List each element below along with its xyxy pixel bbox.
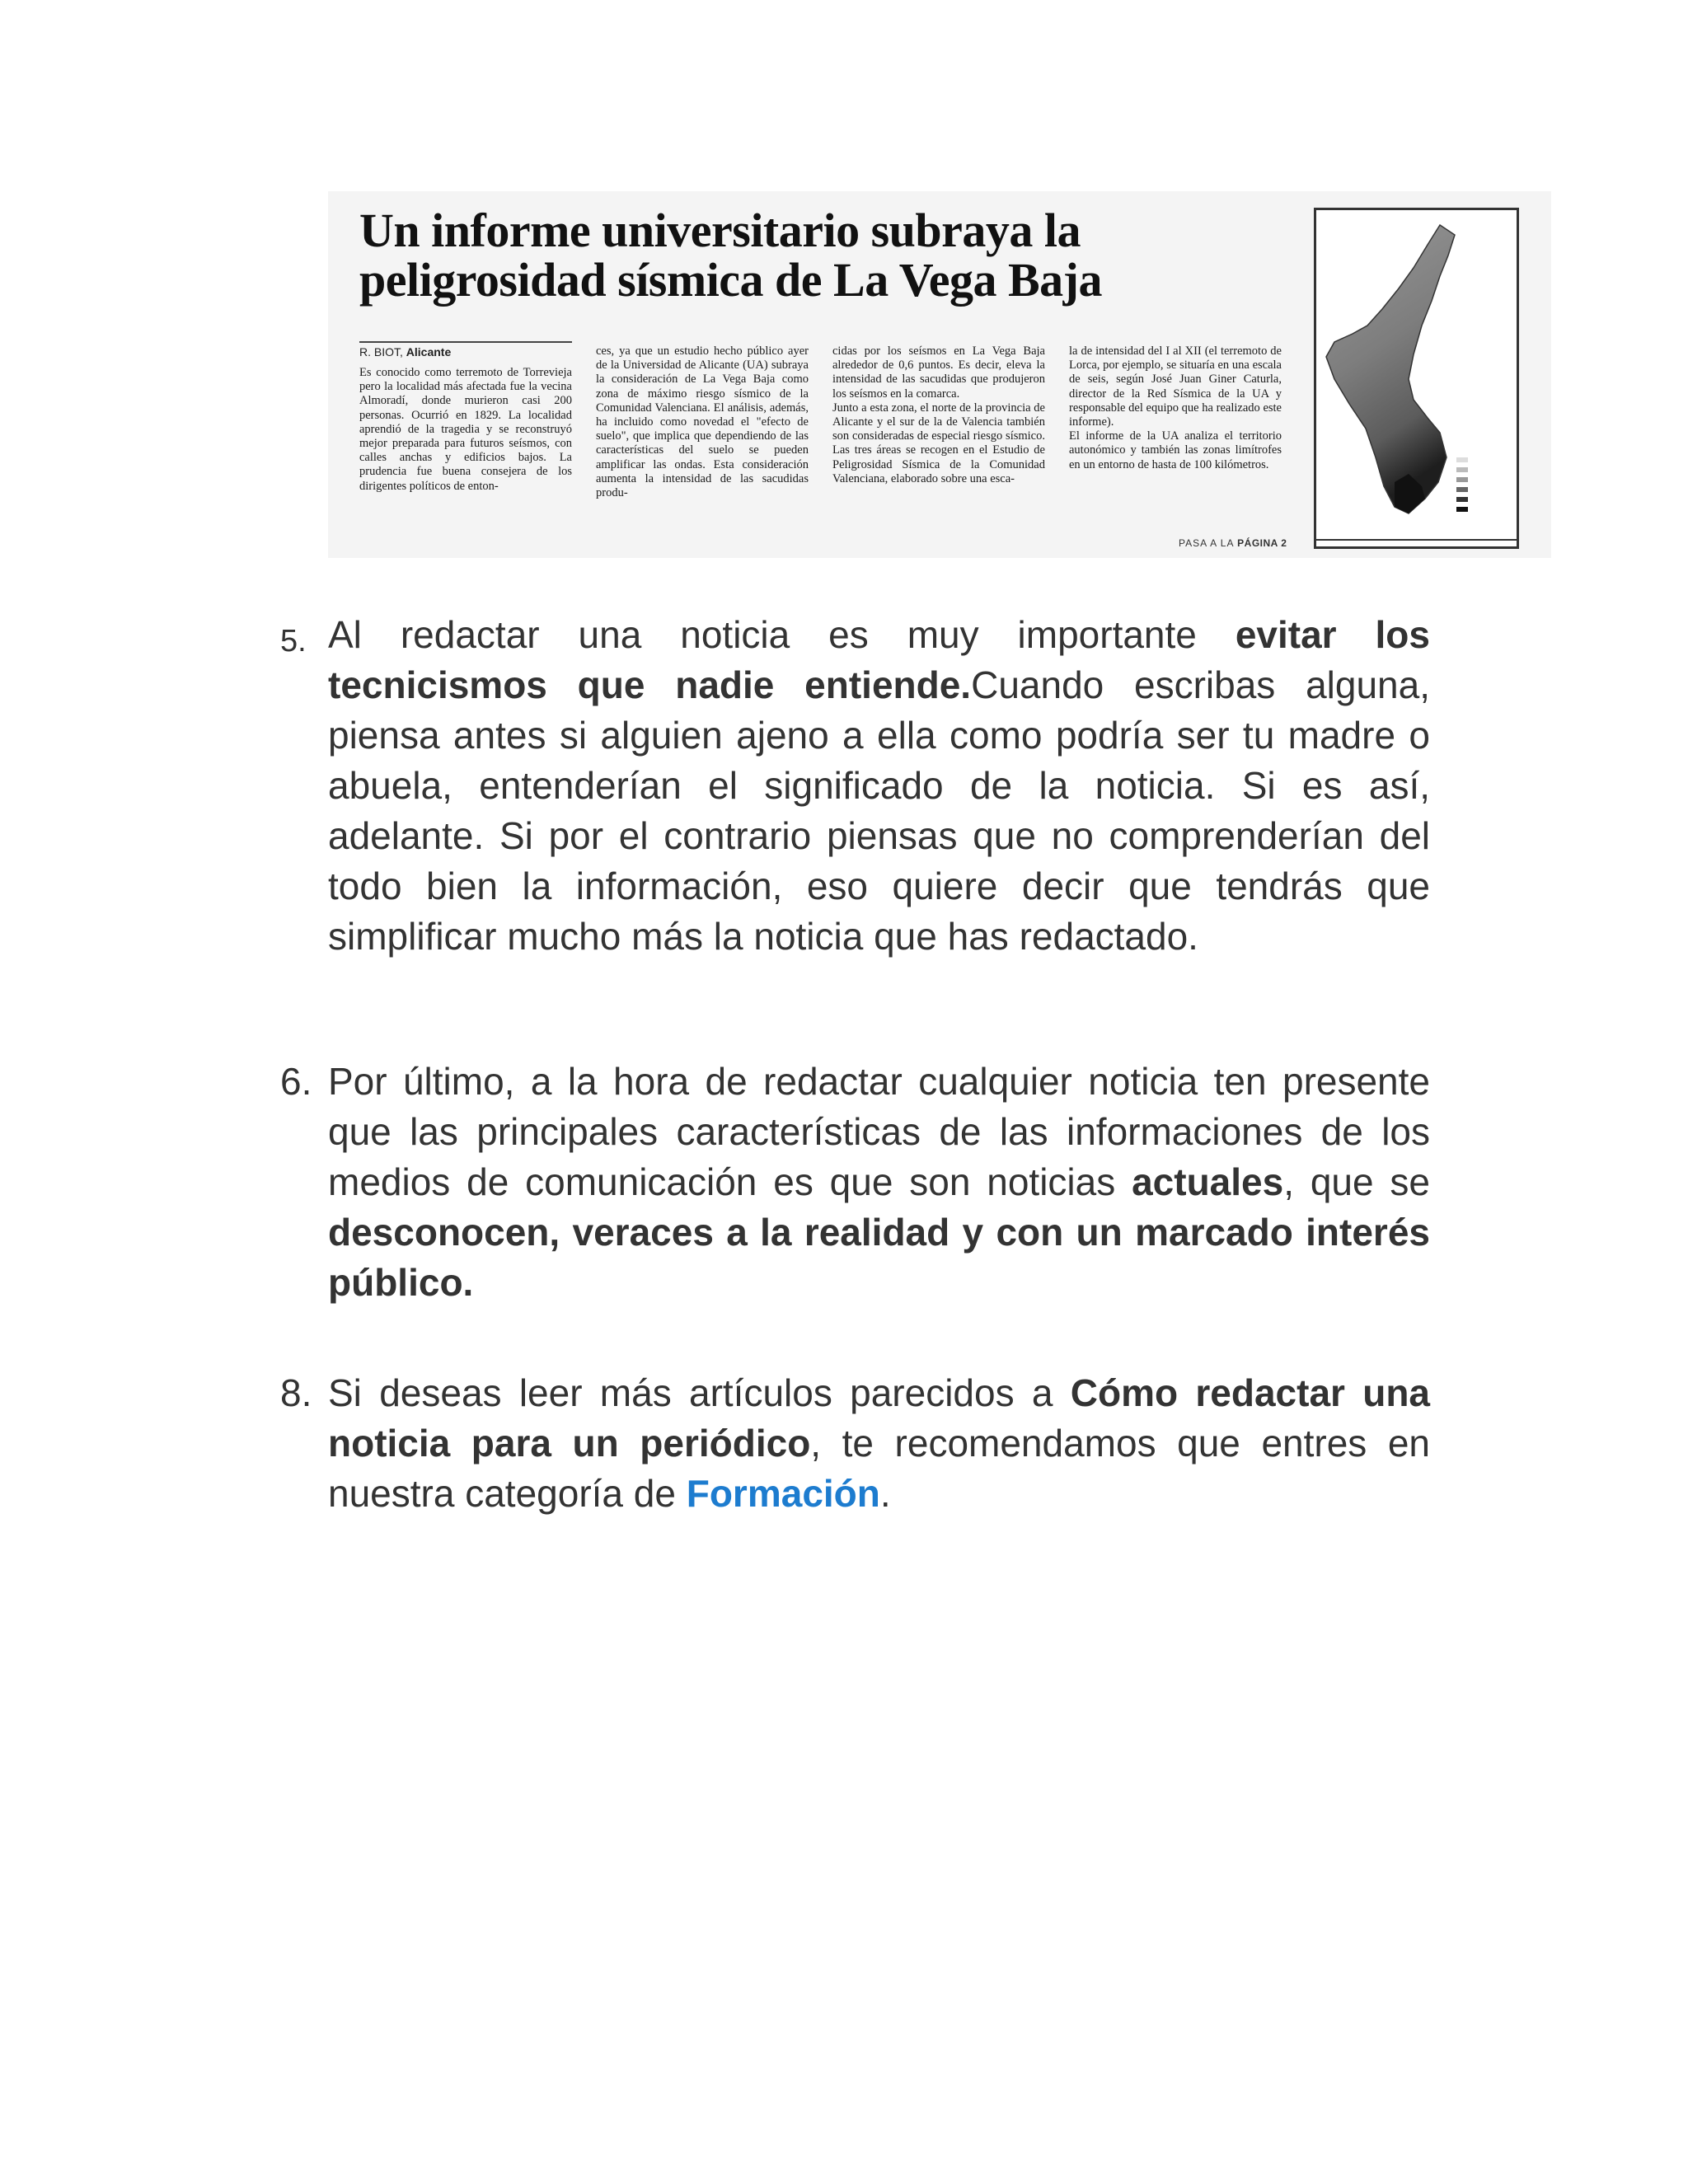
item-8-text-mid: , te recomendamos que entres en nuestra categoría de (328, 1422, 1431, 1515)
clipping-page-ref (1179, 537, 1287, 549)
page-ref-prefix: PASA A LA (1179, 537, 1234, 549)
item-6-text-mid: , que se (1283, 1160, 1430, 1203)
list-number-5: 5. (280, 624, 307, 658)
seismic-map-image (1314, 208, 1519, 549)
page-ref-label: PÁGINA 2 (1237, 537, 1287, 549)
item-5-text-pre: Al redactar una noticia es muy importante (328, 613, 1236, 656)
byline-place: Alicante (406, 345, 452, 359)
clipping-headline: Un informe universitario subraya la peligrosidad sísmica de La Vega Baja (359, 204, 1102, 307)
list-item-6 (328, 1057, 1430, 1308)
clipping-byline (359, 345, 451, 359)
newspaper-clipping-image (328, 191, 1551, 558)
item-5-text-bold: evitar los tecnicismos que nadie entiende. (328, 613, 1430, 706)
item-8-text-bold: Cómo redactar una noticia para un periódico (328, 1371, 1430, 1465)
list-number-8: 8. (280, 1371, 312, 1414)
item-5-text-post: Cuando escribas alguna, piensa antes si alguien ajeno a ella como podría ser tu madre o abuela, entenderían el significado de la noticia. Si es así, adelante. Si por el contrario piensas que no comprenderían del todo bien la información, eso quiere decir que tendrás que simplificar mucho más la noticia que has redactado. (328, 663, 1430, 958)
clipping-column-4: la de intensidad del I al XII (el terremoto de Lorca, por ejemplo, se situaría en una escala de seis, según José Juan Giner Caturla, director de la Red Sísmica de la UA y responsable del equipo que ha realizado este informe). El informe de la UA analiza el territorio autonómico y también las zonas limítrofes en un entorno de hasta de 100 kilómetros. (1069, 344, 1282, 471)
item-8-text-pre: Si deseas leer más artículos parecidos a (328, 1371, 1071, 1414)
clipping-column-2: ces, ya que un estudio hecho público ayer de la Universidad de Alicante (UA) subraya la consideración de La Vega Baja como zona de máximo riesgo sísmico de la Comunidad Valenciana. El análisis, además, ha incluido como novedad el "efecto de suelo", que implica que dependiendo de las características del suelo se pueden amplificar las ondas. Esta consideración aumenta la intensidad de las sacudidas produ- (596, 344, 809, 500)
seismic-map-graphic (1316, 210, 1517, 546)
clipping-column-1: Es conocido como terremoto de Torrevieja pero la localidad más afectada fue la vecina Almoradí, donde murieron casi 200 personas. Ocurrió en 1829. La localidad aprendió de la tragedia y se reconstruyó mejor preparada para futuros seísmos, con calles anchas y edificios bajos. La prudencia fue buena consejera de los dirigentes políticos de enton- (359, 366, 572, 493)
clipping-column-3: cidas por los seísmos en La Vega Baja alrededor de 0,6 puntos. Es decir, eleva la intensidad de las sacudidas que produjeron los seísmos en la comarca. Junto a esta zona, el norte de la provincia de Alicante y el sur de la de Valencia también son consideradas de especial riesgo sísmico. Las tres áreas se recogen en el Estudio de Peligrosidad Sísmica de la Comunidad Valenciana, elaborado sobre una esca- (832, 344, 1045, 485)
formacion-category-link[interactable]: Formación (686, 1472, 880, 1515)
item-8-text-post: . (879, 1472, 891, 1515)
list-number-6: 6. (280, 1060, 312, 1103)
item-6-text-bold-1: actuales (1132, 1160, 1284, 1203)
item-6-text-pre: Por último, a la hora de redactar cualquier noticia ten presente que las principales características de las informaciones de los medios de comunicación es que son noticias (328, 1060, 1430, 1203)
clipping-rule (359, 341, 572, 343)
list-item-8 (328, 1368, 1430, 1519)
item-6-text-bold-2: desconocen, veraces a la realidad y con un marcado interés público. (328, 1211, 1430, 1304)
byline-name: R. BIOT, (359, 345, 403, 359)
list-item-5 (328, 610, 1430, 962)
